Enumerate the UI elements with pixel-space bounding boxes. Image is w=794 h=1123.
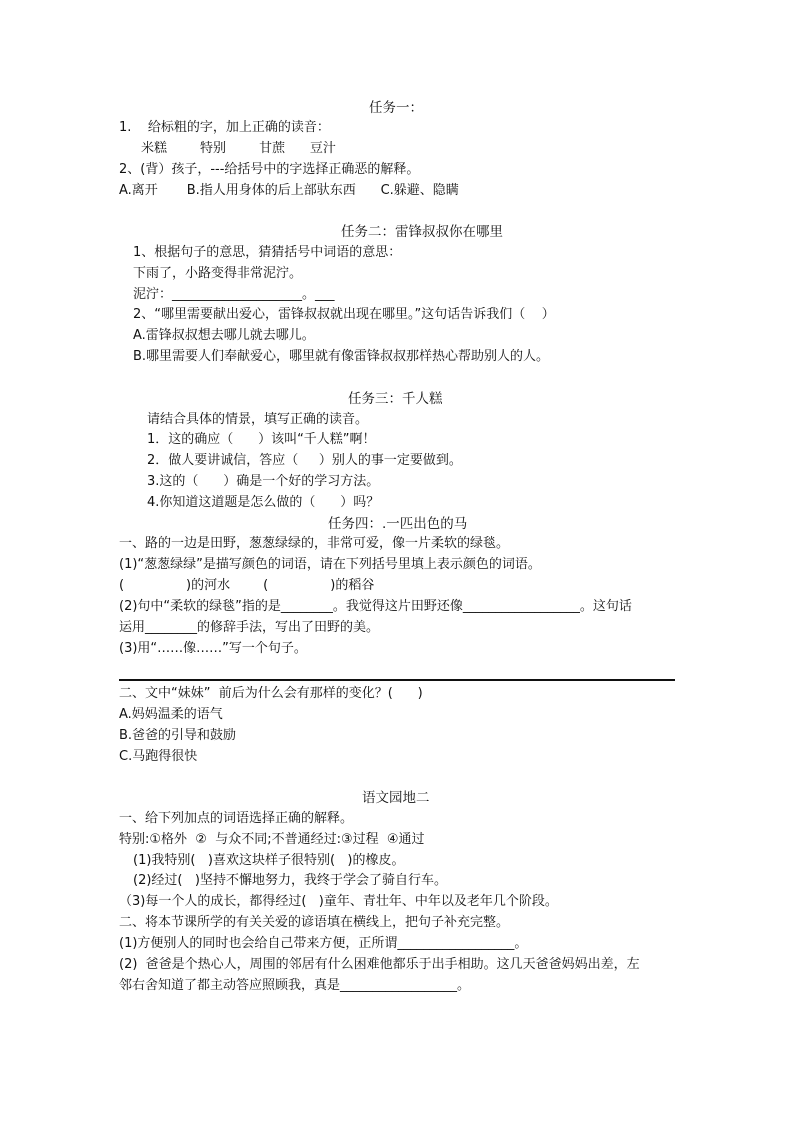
task4-passage-1: 一、路的一边是田野，葱葱绿绿的，非常可爱，像一片柔软的绿毯。: [119, 536, 510, 551]
yuwen-section-1: 一、给下列加点的词语选择正确的解释。: [119, 811, 354, 826]
task1-question-1: 1. 给标粗的字，加上正确的读音：: [119, 120, 330, 135]
yuwen-section-2-question-2-line-2: 邻右舍知道了都主动答应照顾我，真是__________________。: [119, 978, 471, 993]
task2-question-1-answer: 泥泞：____________________。___: [133, 287, 335, 302]
yuwen-item-2: (2)经过( )坚持不懈地努力，我终于学会了骑自行车。: [133, 873, 447, 888]
task1-title: 任务一：: [369, 100, 423, 116]
yuwen-definitions: 特别:①格外 ② 与众不同;不普通经过:③过程 ④通过: [119, 832, 425, 847]
task3-item-3: 3.这的（ ）确是一个好的学习方法。: [147, 474, 380, 489]
task2-question-1-sentence: 下雨了，小路变得非常泥泞。: [133, 266, 303, 281]
task2-question-1: 1、根据句子的意思，猜猜括号中词语的意思：: [133, 245, 402, 260]
task3-title: 任务三：千人糕: [348, 391, 443, 407]
task1-question-2: 2、(背）孩子，---给括号中的字选择正确恶的解释。: [119, 162, 420, 177]
task3-intro: 请结合具体的情景，填写正确的读音。: [147, 412, 369, 427]
yuwen-section-2-question-2-line-1: (2) 爸爸是个热心人，周围的邻居有什么困难他都乐于出手相助。这几天爸爸妈妈出差，左: [119, 957, 640, 972]
task4-question-2-line-2: 运用________的修辞手法，写出了田野的美。: [119, 620, 380, 635]
task4-question-3: (3)用“……像……”写一个句子。: [119, 641, 307, 656]
task4-question-section-2: 二、文中“妹妹” 前后为什么会有那样的变化？( ): [119, 686, 423, 701]
yuwen-section-2-question-1: (1)方便别人的同时也会给自己带来方便，正所谓__________________。: [119, 936, 528, 951]
task4-question-2-line-1: (2)句中“柔软的绿毯”指的是________。我觉得这片田野还像__________________。这句话: [119, 599, 632, 614]
answer-line: [119, 679, 675, 681]
task4-title: 任务四：.一匹出色的马: [328, 516, 468, 532]
task2-title: 任务二：雷锋叔叔你在哪里: [341, 224, 503, 240]
task4-question-1-blanks: ( )的河水 ( )的稻谷: [119, 578, 375, 593]
task3-item-1: 1．这的确应（ ）该叫“千人糕”啊！: [147, 432, 376, 447]
task2-question-2-option-a: A.雷锋叔叔想去哪儿就去哪儿。: [133, 328, 315, 343]
yuwen-item-1: (1)我特别( )喜欢这块样子很特别( )的橡皮。: [133, 853, 405, 868]
task1-question-1-words: 米糕 特别 甘蔗 豆汁: [141, 141, 336, 156]
task1-question-2-options: A.离开 B.指人用身体的后上部驮东西 C.躲避、隐瞒: [119, 183, 459, 198]
task3-item-2: 2．做人要讲诚信，答应（ ）别人的事一定要做到。: [147, 453, 462, 468]
task3-item-4: 4.你知道这道题是怎么做的（ ）吗？: [147, 495, 380, 510]
yuwen-title: 语文园地二: [362, 790, 430, 806]
task4-option-c: C.马跑得很快: [119, 749, 198, 764]
yuwen-item-3: （3)每一个人的成长，都得经过( )童年、青壮年、中年以及老年几个阶段。: [119, 894, 558, 909]
yuwen-section-2: 二、将本节课所学的有关关爱的谚语填在横线上，把句子补充完整。: [119, 915, 510, 930]
task2-question-2-option-b: B.哪里需要人们奉献爱心，哪里就有像雷锋叔叔那样热心帮助别人的人。: [133, 349, 550, 364]
task4-option-a: A.妈妈温柔的语气: [119, 707, 223, 722]
task4-question-1: (1)“葱葱绿绿”是描写颜色的词语，请在下列括号里填上表示颜色的词语。: [119, 557, 541, 572]
task2-question-2: 2、“哪里需要献出爱心，雷锋叔叔就出现在哪里。”这句话告诉我们（ ）: [133, 307, 555, 322]
task4-option-b: B.爸爸的引导和鼓励: [119, 728, 237, 743]
